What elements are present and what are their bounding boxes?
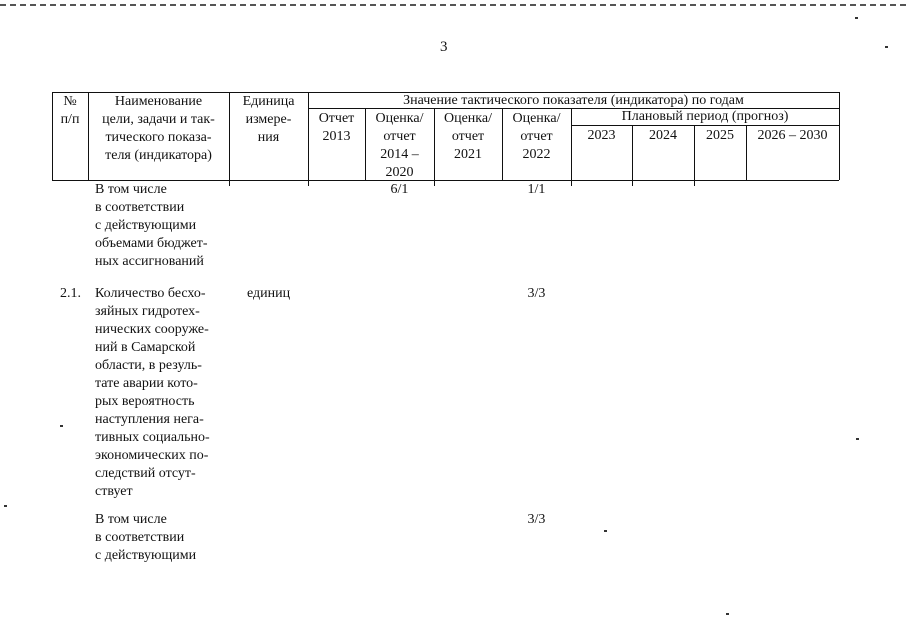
- scan-speck: [604, 530, 607, 532]
- header-year-2026-2030: 2026 – 2030: [757, 128, 828, 143]
- row-3-name: В том числе в соответствии с действующими: [95, 512, 197, 563]
- scan-speck: [855, 17, 858, 19]
- scan-speck: [4, 505, 7, 507]
- scan-speck: [726, 613, 729, 615]
- header-name: Наименование цели, задачи и так- тического показа- теля (индикатора): [102, 94, 215, 163]
- header-year-2024: 2024: [649, 128, 677, 143]
- scan-top-border: [0, 4, 906, 6]
- header-est-2014-2020: Оценка/ отчет 2014 – 2020: [375, 111, 424, 180]
- row-1-name: В том числе в соответствии с действующими объемами бюджет- ных ассигнований: [95, 182, 208, 269]
- header-num: № п/п: [60, 94, 80, 127]
- scan-speck: [856, 438, 859, 440]
- header-year-2025: 2025: [706, 128, 734, 143]
- header-plan-title: Плановый период (прогноз): [621, 109, 789, 124]
- row-1-value-2014-2020: 6/1: [390, 182, 409, 197]
- header-values-title: Значение тактического показателя (индикатора) по годам: [403, 93, 744, 108]
- row-2-name: Количество бесхо- зяйных гидротех- нических сооруже- ний в Самарской области, в резуль- тате аварии кото- рых вероятность наступления нега- тивных социально- экономических по- следствий отсут- ствует: [95, 286, 210, 499]
- scan-speck: [60, 425, 63, 427]
- row-2-num: 2.1.: [60, 286, 81, 301]
- row-1-value-2022: 1/1: [527, 182, 546, 197]
- page-number: 3: [440, 39, 448, 55]
- row-2-unit: единиц: [246, 286, 291, 301]
- row-3-value-2022: 3/3: [527, 512, 546, 527]
- scan-speck: [885, 46, 888, 48]
- header-year-2023: 2023: [587, 128, 616, 143]
- header-est-2022: Оценка/ отчет 2022: [512, 111, 561, 162]
- header-unit: Единица измере- ния: [242, 94, 295, 145]
- header-report-2013: Отчет 2013: [318, 111, 355, 144]
- header-est-2021: Оценка/ отчет 2021: [443, 111, 492, 162]
- row-2-value-2022: 3/3: [527, 286, 546, 301]
